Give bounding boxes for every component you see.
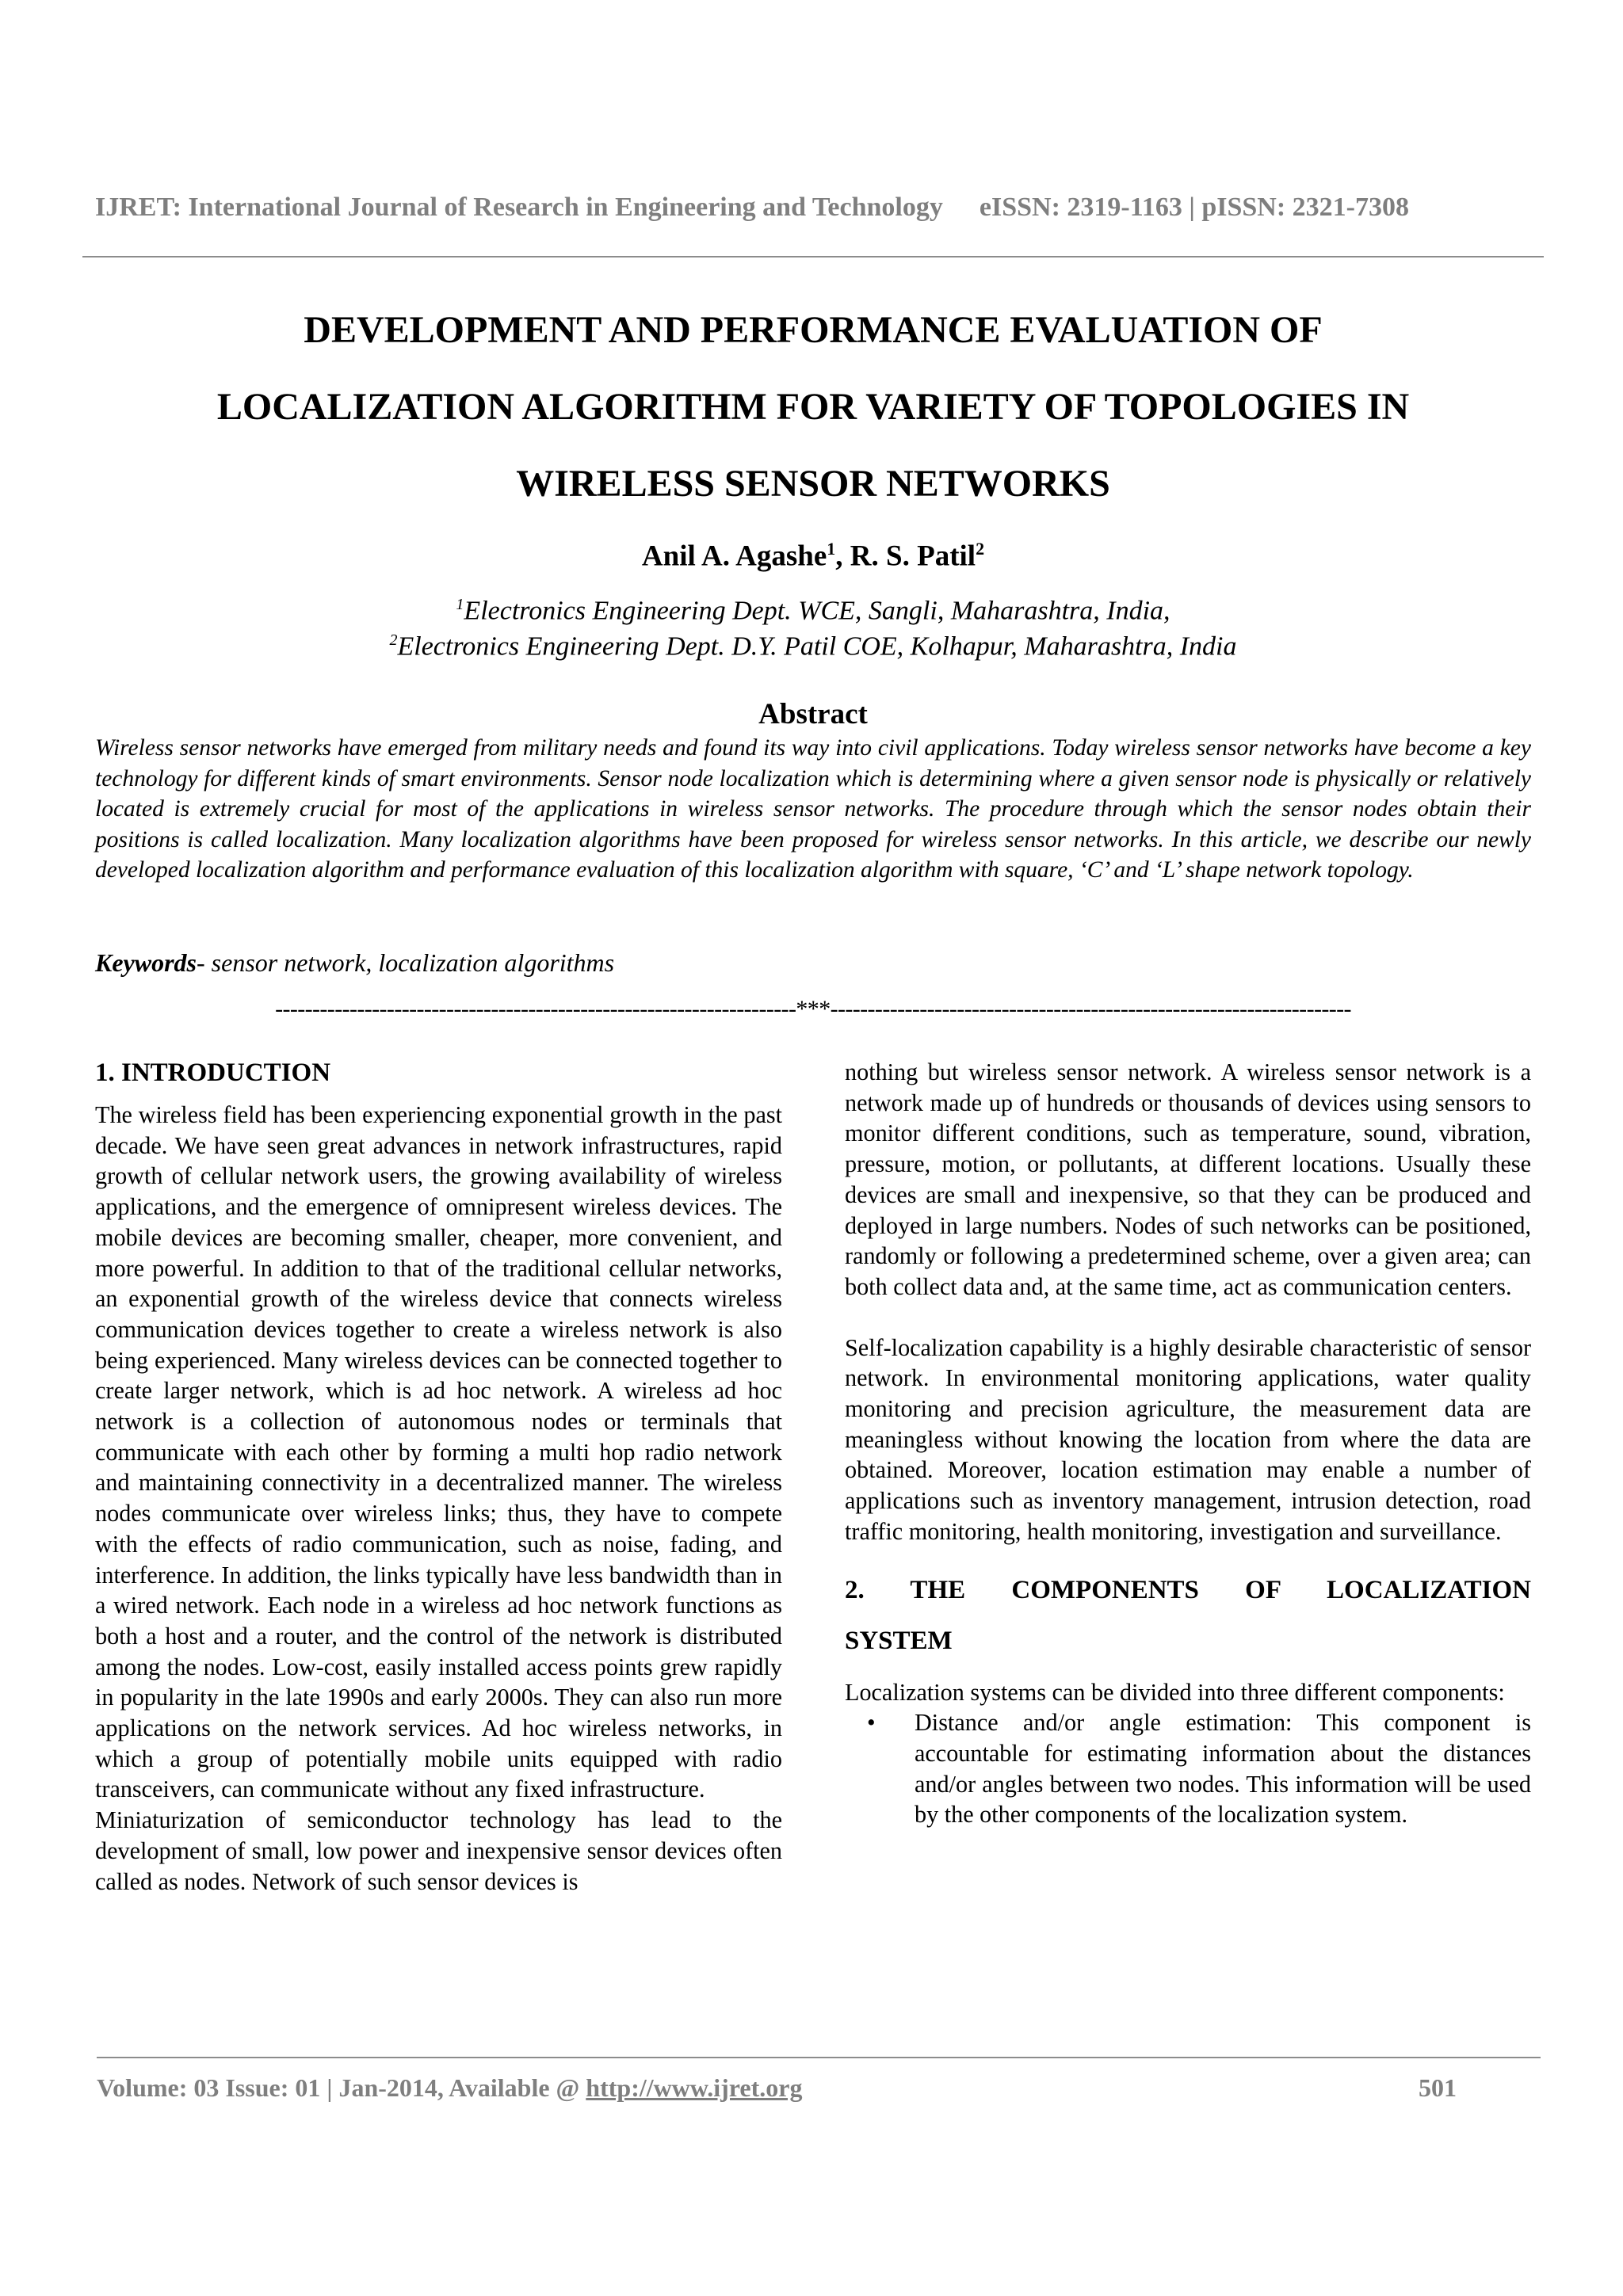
section-2-heading: [845, 1565, 1531, 1666]
abstract-body: Wireless sensor networks have emerged from military needs and found its way into civil applications. Today wireless sensor networks have become a key technology for different kinds of smart environments. Sensor node localization which is determining where a given sensor node is physically or relatively located is extremely crucial for most of the applications in wireless sensor networks. The procedure through which the sensor nodes obtain their positions is called localization. Many localization algorithms have been proposed for wireless sensor networks. In this article, we describe our newly developed localization algorithm and performance evaluation of this localization algorithm with square, ‘C’ and ‘L’ shape network topology.: [95, 735, 1531, 883]
intro-paragraph-2: Miniaturization of semiconductor technology has lead to the development of small, low power and inexpensive sensor devices often called as nodes. Network of such sensor devices is: [95, 1806, 782, 1895]
right-paragraph-1: nothing but wireless sensor network. A wireless sensor network is a network made up of hundreds or thousands of devices using sensors to monitor different conditions, such as temperature, sound, vibration, pressure, motion, or pollutants, at different locations. Usually these devices are small and inexpensive, so that they can be produced and deployed in large numbers. Nodes of such networks can be positioned, randomly or following a predetermined scheme, over a given area; can both collect data and, at the same time, act as communication centers.: [845, 1058, 1531, 1300]
running-header: [95, 193, 1409, 223]
title-line-1: DEVELOPMENT AND PERFORMANCE EVALUATION OF: [304, 309, 1323, 351]
issn-info: eISSN: 2319-1163 | pISSN: 2321-7308: [979, 193, 1409, 222]
intro-paragraph-1: The wireless field has been experiencing exponential growth in the past decade. We have seen great advances in network infrastructures, rapid growth of cellular network users, the growing availability of wireless applications, and the emergence of omnipresent wireless devices. The mobile devices are becoming smaller, cheaper, more convenient, and more powerful. In addition to that of the traditional cellular networks, an exponential growth of the wireless device that connects wireless communication devices together to create a wireless network is also being experienced. Many wireless devices can be connected together to create larger network, which is ad hoc network. A wireless ad hoc network is a collection of autonomous nodes or terminals that communicate with each other by forming a multi hop radio network and maintaining connectivity in a decentralized manner. The wireless nodes communicate over wireless links; thus, they have to compete with the effects of radio communication, such as noise, fading, and interference. In addition, the links typically have less bandwidth than in a wired network. Each node in a wireless ad hoc network functions as both a host and a router, and the control of the network is distributed among the nodes. Low-cost, easily installed access points grew rapidly in popularity in the late 1990s and early 2000s. They can also run more applications on the network services. Ad hoc wireless networks, in which a group of potentially mobile units equipped with radio transceivers, can communicate without any fixed infrastructure.: [95, 1101, 782, 1803]
list-item-text: Distance and/or angle estimation: This component is accountable for estimating information about the distances and/or angles between two nodes. This information will be used by the other components of the localization system.: [915, 1709, 1531, 1829]
affiliation-1: [82, 596, 1544, 626]
header-rule: [82, 256, 1544, 257]
author-1-sup: 1: [827, 539, 836, 559]
title-line-2: LOCALIZATION ALGORITHM FOR VARIETY OF TOPOLOGIES IN: [216, 386, 1410, 428]
journal-name: IJRET: International Journal of Research in Engineering and Technology: [95, 193, 943, 222]
page-number: 501: [1419, 2073, 1457, 2102]
components-list: [845, 1707, 1531, 1830]
section-separator: ----------------------------------------------------------------------***----------------------------------------------------------------------: [275, 996, 1351, 1022]
affiliation-2-sup: 2: [389, 631, 398, 649]
page-footer: [97, 2073, 802, 2103]
author-2-sup: 2: [976, 539, 985, 559]
intro-heading: 1. INTRODUCTION: [95, 1058, 331, 1087]
keywords-label: Keywords: [95, 948, 197, 977]
bullet-icon: •: [867, 1709, 876, 1737]
footer-rule: [97, 2057, 1541, 2058]
left-column: [95, 1057, 782, 1897]
paper-title: [82, 292, 1544, 522]
title-line-3: WIRELESS SENSOR NETWORKS: [516, 463, 1110, 505]
abstract-heading: Abstract: [758, 698, 868, 730]
right-column: [845, 1057, 1531, 1830]
affiliation-1-sup: 1: [456, 596, 464, 613]
author-list: [82, 539, 1544, 573]
list-item: [845, 1707, 1531, 1830]
author-2: R. S. Patil: [850, 540, 976, 573]
keywords: [95, 948, 614, 978]
author-separator: ,: [835, 540, 850, 573]
section-2-heading-line-1: 2. THE COMPONENTS OF LOCALIZATION: [845, 1575, 1531, 1604]
journal-link[interactable]: http://www.ijret.org: [586, 2073, 803, 2102]
affiliation-2-text: Electronics Engineering Dept. D.Y. Patil COE, Kolhapur, Maharashtra, India: [397, 631, 1237, 662]
affiliation-2: [82, 631, 1544, 662]
section-2-heading-line-2: SYSTEM: [845, 1626, 953, 1655]
keywords-text: - sensor network, localization algorithms: [197, 948, 615, 977]
author-1: Anil A. Agashe: [641, 540, 827, 573]
right-paragraph-2: Self-localization capability is a highly desirable characteristic of sensor network. In environmental monitoring applications, water quality monitoring and precision agriculture, the measurement data are meaningless without knowing the location from where the data are obtained. Moreover, location estimation may enable a number of applications such as inventory management, intrusion detection, road traffic monitoring, health monitoring, investigation and surveillance.: [845, 1333, 1531, 1545]
section-2-paragraph-1: Localization systems can be divided into three different components:: [845, 1678, 1505, 1706]
affiliation-1-text: Electronics Engineering Dept. WCE, Sangli, Maharashtra, India,: [464, 596, 1170, 626]
footer-text: Volume: 03 Issue: 01 | Jan-2014, Available @: [97, 2073, 586, 2102]
